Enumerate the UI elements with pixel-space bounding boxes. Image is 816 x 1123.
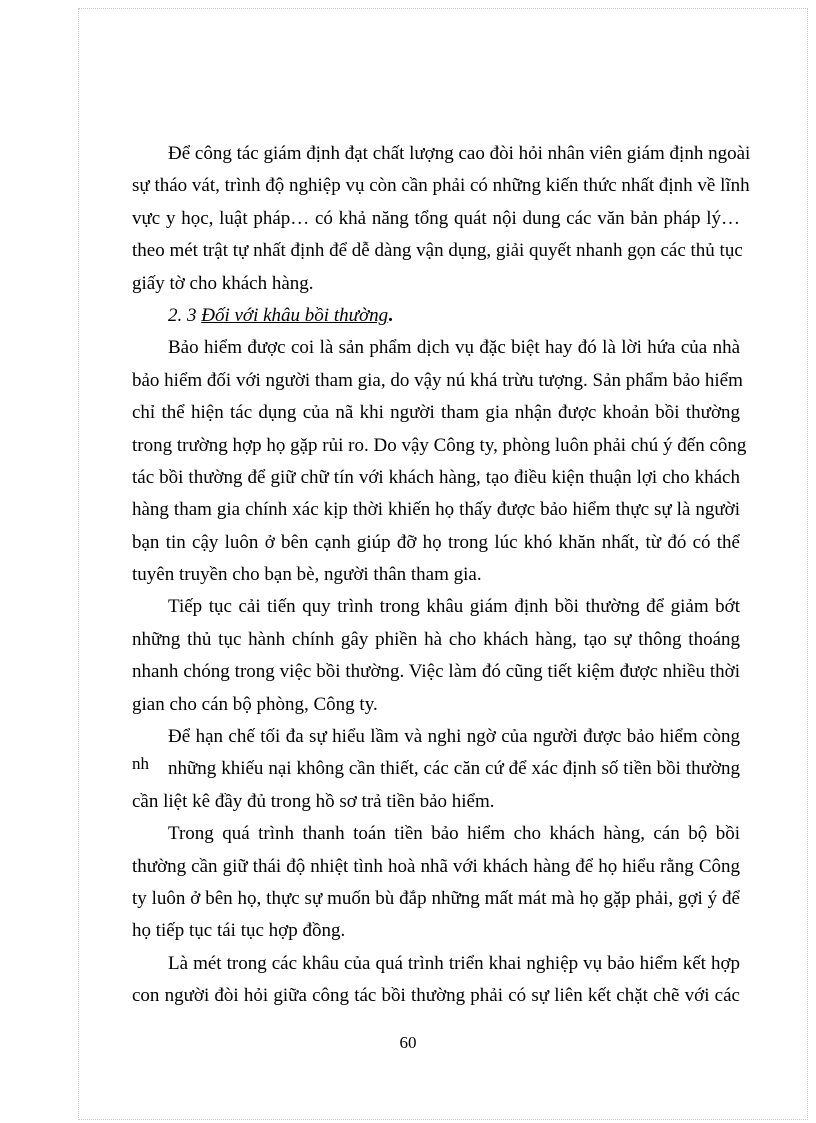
section-heading xyxy=(132,300,740,332)
text-line: những thủ tục hành chính gây phiền hà cho khách hàng, tạo sự thông thoáng xyxy=(132,628,740,650)
text-line: họ tiếp tục tái tục hợp đồng. xyxy=(132,920,346,942)
text-line: cần liệt kê đầy đủ trong hồ sơ trả tiền bảo hiểm. xyxy=(132,790,495,812)
text-line: thường cần giữ thái độ nhiệt tình hoà nhã với khách hàng để họ hiểu rằng Công xyxy=(132,855,740,877)
text-line: vực y học, luật pháp… có khả năng tổng quát nội dung các văn bản pháp lý… xyxy=(132,207,740,229)
text-line: bạn tin cậy luôn ở bên cạnh giúp đỡ họ trong lúc khó khăn nhất, từ đó có thể xyxy=(132,531,740,553)
heading-title: Đối với khâu bồi thường xyxy=(201,304,389,326)
text-line: nhanh chóng trong việc bồi thường. Việc làm đó cũng tiết kiệm được nhiều thời xyxy=(132,661,740,683)
text-line: Bảo hiểm được coi là sản phẩm dịch vụ đặc biệt hay đó là lời hứa của nhà xyxy=(168,337,740,359)
stray-text-fragment: nh xyxy=(132,754,149,773)
text-line: sự tháo vát, trình độ nghiệp vụ còn cần phải có những kiến thức nhất định về lĩnh xyxy=(132,175,750,197)
text-line: giấy tờ cho khách hàng. xyxy=(132,272,314,294)
text-line: ty luôn ở bên họ, thực sự muốn bù đắp những mất mát mà họ gặp phải, gợi ý để xyxy=(132,887,740,909)
text-line: Tiếp tục cải tiến quy trình trong khâu giám định bồi thường để giảm bớt xyxy=(168,596,740,618)
text-line: tuyên truyền cho bạn bè, người thân tham gia. xyxy=(132,564,482,586)
text-line: Là mét trong các khâu của quá trình triển khai nghiệp vụ bảo hiểm kết hợp xyxy=(168,952,740,974)
text-line: Trong quá trình thanh toán tiền bảo hiểm cho khách hàng, cán bộ bồi xyxy=(168,823,740,845)
text-line: gian cho cán bộ phòng, Công ty. xyxy=(132,693,378,715)
text-line: chỉ thể hiện tác dụng của nã khi người tham gia nhận được khoản bồi thường xyxy=(132,402,740,424)
text-line: con người đòi hỏi giữa công tác bồi thường phải có sự liên kết chặt chẽ với các xyxy=(132,985,740,1007)
heading-period: . xyxy=(388,304,393,326)
text-line: Để công tác giám định đạt chất lượng cao đòi hỏi nhân viên giám định ngoài xyxy=(168,143,751,164)
text-line: theo mét trật tự nhất định để dễ dàng vận dụng, giải quyết nhanh gọn các thủ tục xyxy=(132,240,743,262)
text-line: tác bồi thường để giữ chữ tín với khách hàng, tạo điều kiện thuận lợi cho khách xyxy=(132,466,740,488)
text-line: trong trường hợp họ gặp rủi ro. Do vậy Công ty, phòng luôn phải chú ý đến công xyxy=(132,434,747,456)
text-line: bảo hiểm đối với người tham gia, do vậy nú khá trừu tượng. Sản phẩm bảo hiểm xyxy=(132,369,743,391)
heading-number: 2. 3 xyxy=(168,304,202,326)
text-line: Để hạn chế tối đa sự hiểu lầm và nghi ngờ của người được bảo hiểm còng xyxy=(168,726,740,748)
document-body xyxy=(132,138,751,1013)
page-number: 60 xyxy=(399,1033,417,1052)
text-line: những khiếu nại không cần thiết, các căn cứ để xác định số tiền bồi thường xyxy=(168,758,740,780)
text-line: hàng tham gia chính xác kịp thời khiến họ thấy được bảo hiểm thực sự là người xyxy=(132,499,740,521)
